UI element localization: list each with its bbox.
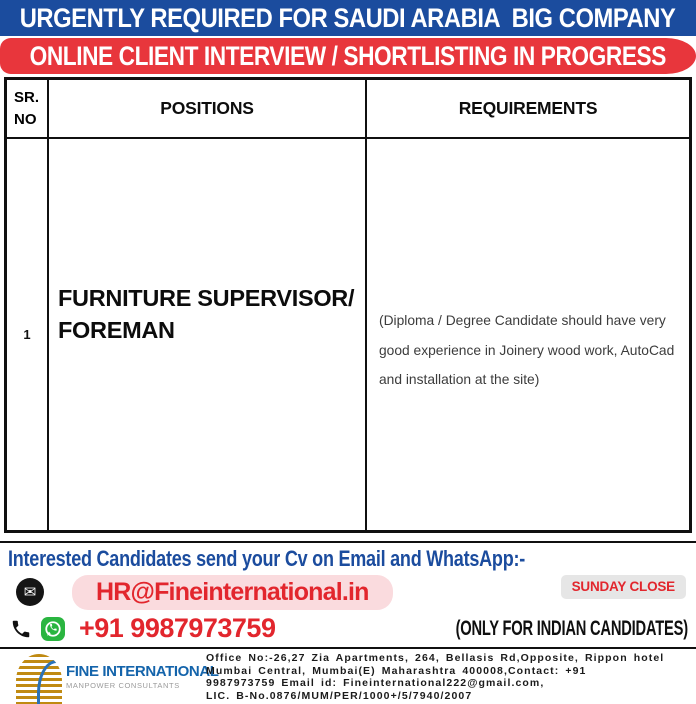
contact-headline: Interested Candidates send your Cv on Email and WhatsApp:- [8, 546, 525, 571]
footer [0, 649, 696, 699]
globe-emblem-icon [16, 654, 62, 704]
header-requirements: REQUIREMENTS [458, 98, 598, 118]
second-banner-text: ONLINE CLIENT INTERVIEW / SHORTLISTING IN PROGRESS [29, 40, 667, 71]
only-indian-candidates-note: (ONLY FOR INDIAN CANDIDATES) [455, 616, 688, 640]
header-positions: POSITIONS [49, 80, 367, 137]
phone-row [8, 612, 688, 645]
cell-position [49, 139, 367, 530]
address-line: LIC. B-No.0876/MUM/PER/1000+/5/7940/2007 [206, 689, 473, 699]
top-banner [0, 0, 696, 36]
envelope-icon: ✉ [16, 578, 44, 606]
office-address [206, 651, 696, 699]
top-banner-text: URGENTLY REQUIRED FOR SAUDI ARABIA BIG COMPANY [20, 2, 676, 33]
email-address: HR@Fineinternational.in [96, 577, 369, 606]
phone-icon [10, 618, 32, 640]
company-name: FINE INTERNATIONAL [66, 663, 219, 680]
positions-table [4, 77, 692, 533]
second-banner [0, 38, 696, 74]
cell-sr-no: 1 [7, 139, 49, 530]
address-line: Office No:-26,27 Zia Apartments, 264, Bellasis Rd,Opposite, Rippon hotel [206, 652, 665, 664]
whatsapp-icon [41, 617, 65, 641]
table-row [7, 139, 689, 530]
company-logo [0, 651, 219, 699]
company-tagline: MANPOWER CONSULTANTS [66, 681, 180, 690]
requirements-text: (Diploma / Degree Candidate should have very good experience in Joinery wood work, AutoCad and installation at the site) [379, 313, 675, 388]
contact-section [0, 543, 696, 645]
address-line: Mumbai Central, Mumbai(E) Maharashtra 400008,Contact: +91 [206, 664, 587, 677]
sunday-close-badge [561, 575, 686, 599]
table-header-row [7, 80, 689, 139]
phone-number: +91 9987973759 [79, 613, 276, 643]
position-title: FURNITURE SUPERVISOR/ FOREMAN [58, 284, 355, 343]
sunday-close-text: SUNDAY CLOSE [571, 579, 675, 594]
header-sr-no: SR. NO [7, 80, 49, 137]
email-pill [72, 575, 393, 610]
cell-requirements [367, 139, 689, 530]
address-line: 9987973759 Email id: Fineinternational222@gmail.com, [206, 677, 545, 689]
